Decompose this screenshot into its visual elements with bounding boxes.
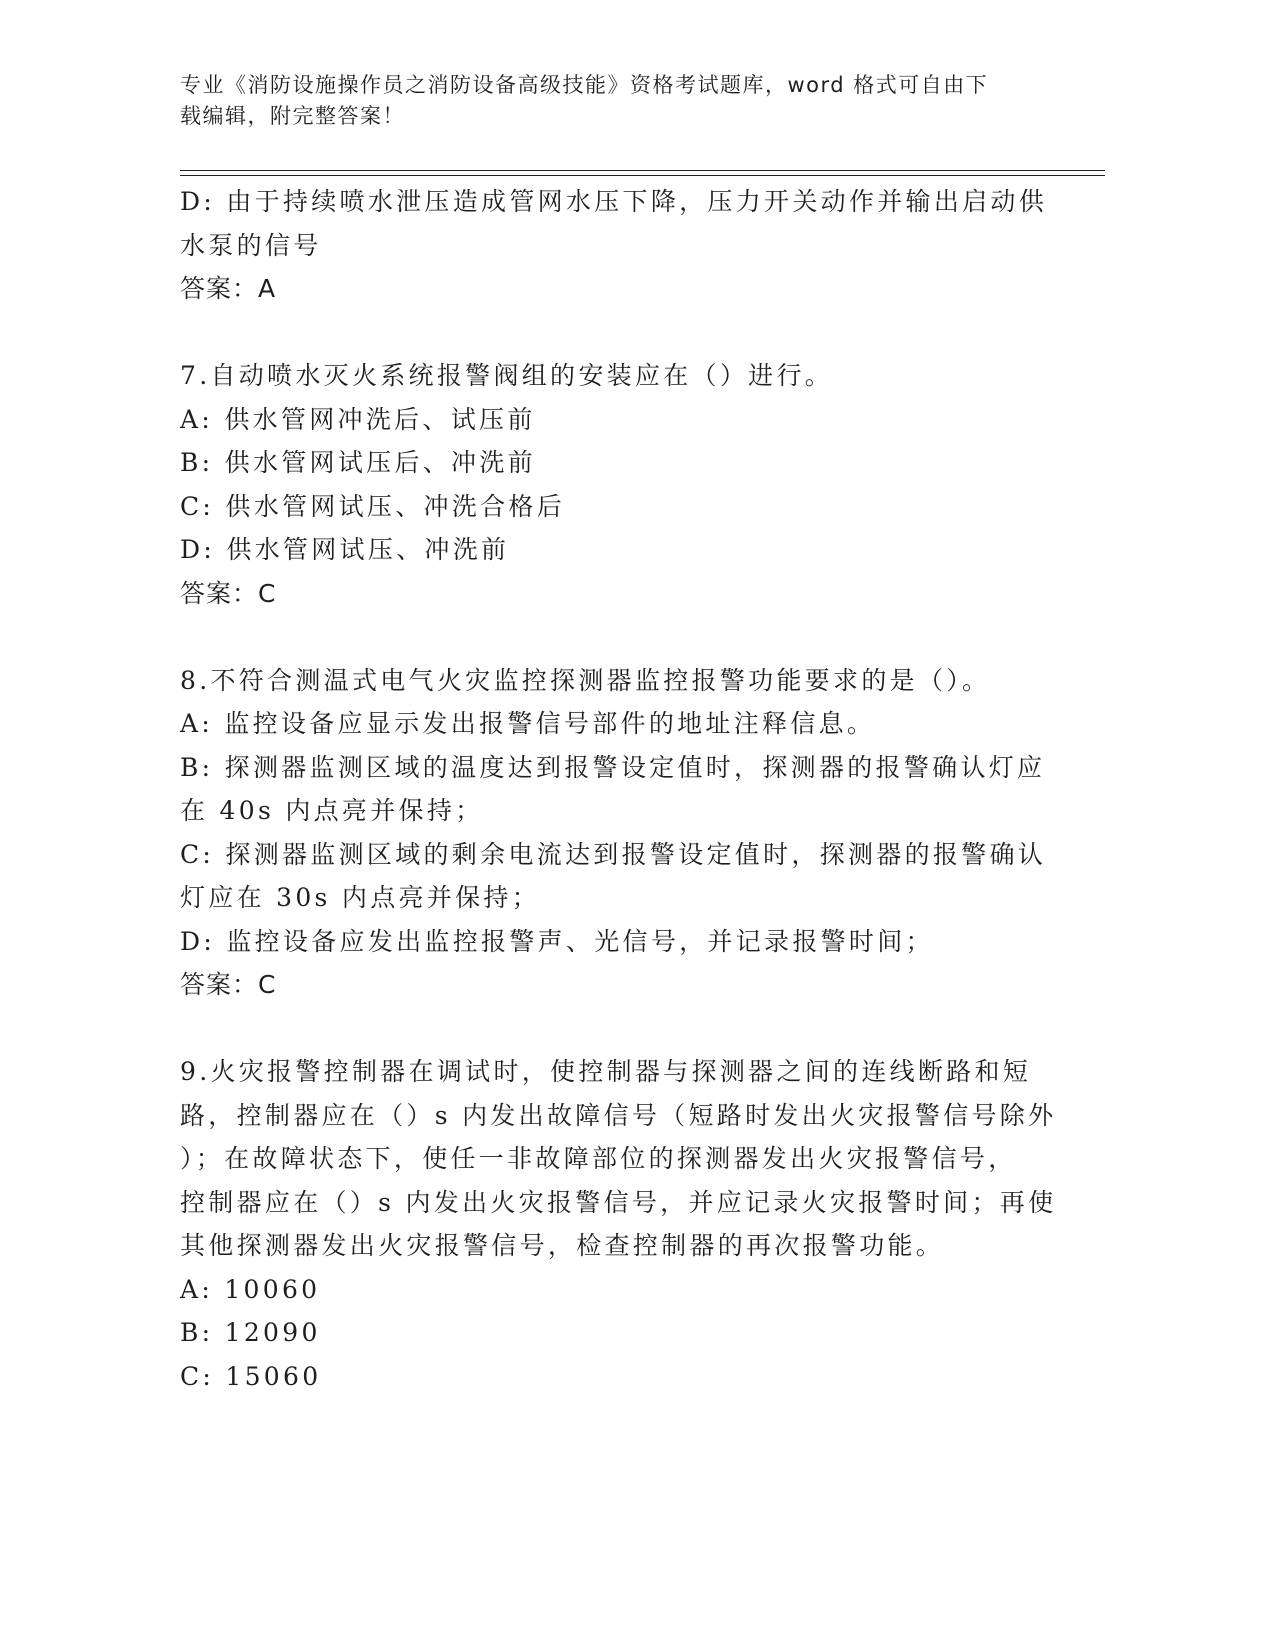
spacer: [180, 311, 1060, 355]
answer: 答案：C: [180, 970, 277, 999]
spacer: [180, 615, 1060, 659]
question-stem-line-3: ）；在故障状态下，使任一非故障部位的探测器发出火灾报警信号，: [180, 1144, 1017, 1173]
question-stem: 7.自动喷水灭火系统报警阀组的安装应在（）进行。: [180, 361, 834, 390]
question-stem-line-5: 其他探测器发出火灾报警信号，检查控制器的再次报警功能。: [180, 1231, 945, 1260]
header-line-2: 载编辑，附完整答案！: [180, 104, 405, 128]
spacer: [180, 1007, 1060, 1051]
option-d: D: 监控设备应发出监控报警声、光信号，并记录报警时间；: [180, 926, 934, 956]
question-7: [180, 354, 1060, 615]
question-stem-line-4: 控制器应在（）s 内发出火灾报警信号，并应记录火灾报警时间；再使: [180, 1187, 1057, 1217]
header-rule-bottom: [180, 175, 1105, 176]
option-d-line-1: D: 由于持续喷水泄压造成管网水压下降，压力开关动作并输出启动供: [180, 187, 1048, 216]
option-b-line-1: B: 探测器监测区域的温度达到报警设定值时，探测器的报警确认灯应: [180, 752, 1046, 782]
question-9: [180, 1050, 1060, 1398]
header-rule-top: [180, 170, 1105, 171]
question-stem-line-2: 路，控制器应在（）s 内发出故障信号（短路时发出火灾报警信号除外: [180, 1100, 1057, 1130]
header-line-1: 专业《消防设施操作员之消防设备高级技能》资格考试题库，word 格式可自由下: [180, 73, 989, 97]
option-b-line-2: 在 40s 内点亮并保持；: [180, 796, 484, 825]
option-c-line-2: 灯应在 30s 内点亮并保持；: [180, 883, 541, 912]
question-6-tail: [180, 180, 1060, 311]
question-stem: 8.不符合测温式电气火灾监控探测器监控报警功能要求的是（）。: [180, 665, 991, 695]
answer: 答案：C: [180, 578, 277, 608]
option-a: A: 10060: [180, 1274, 321, 1304]
option-c-line-1: C: 探测器监测区域的剩余电流达到报警设定值时，探测器的报警确认: [180, 839, 1047, 869]
document-body: [180, 180, 1060, 1398]
question-stem-line-1: 9.火灾报警控制器在调试时，使控制器与探测器之间的连线断路和短: [180, 1057, 1032, 1086]
option-d: D: 供水管网试压、冲洗前: [180, 535, 510, 564]
option-a: A: 监控设备应显示发出报警信号部件的地址注释信息。: [180, 709, 876, 738]
option-c: C: 15060: [180, 1361, 322, 1391]
option-d-line-2: 水泵的信号: [180, 230, 322, 260]
option-a: A: 供水管网冲洗后、试压前: [180, 404, 536, 434]
option-b: B: 12090: [180, 1318, 321, 1347]
option-b: B: 供水管网试压后、冲洗前: [180, 448, 536, 477]
question-8: [180, 659, 1060, 1007]
document-header: [180, 70, 1060, 132]
answer: 答案：A: [180, 274, 277, 303]
option-c: C: 供水管网试压、冲洗合格后: [180, 491, 565, 521]
